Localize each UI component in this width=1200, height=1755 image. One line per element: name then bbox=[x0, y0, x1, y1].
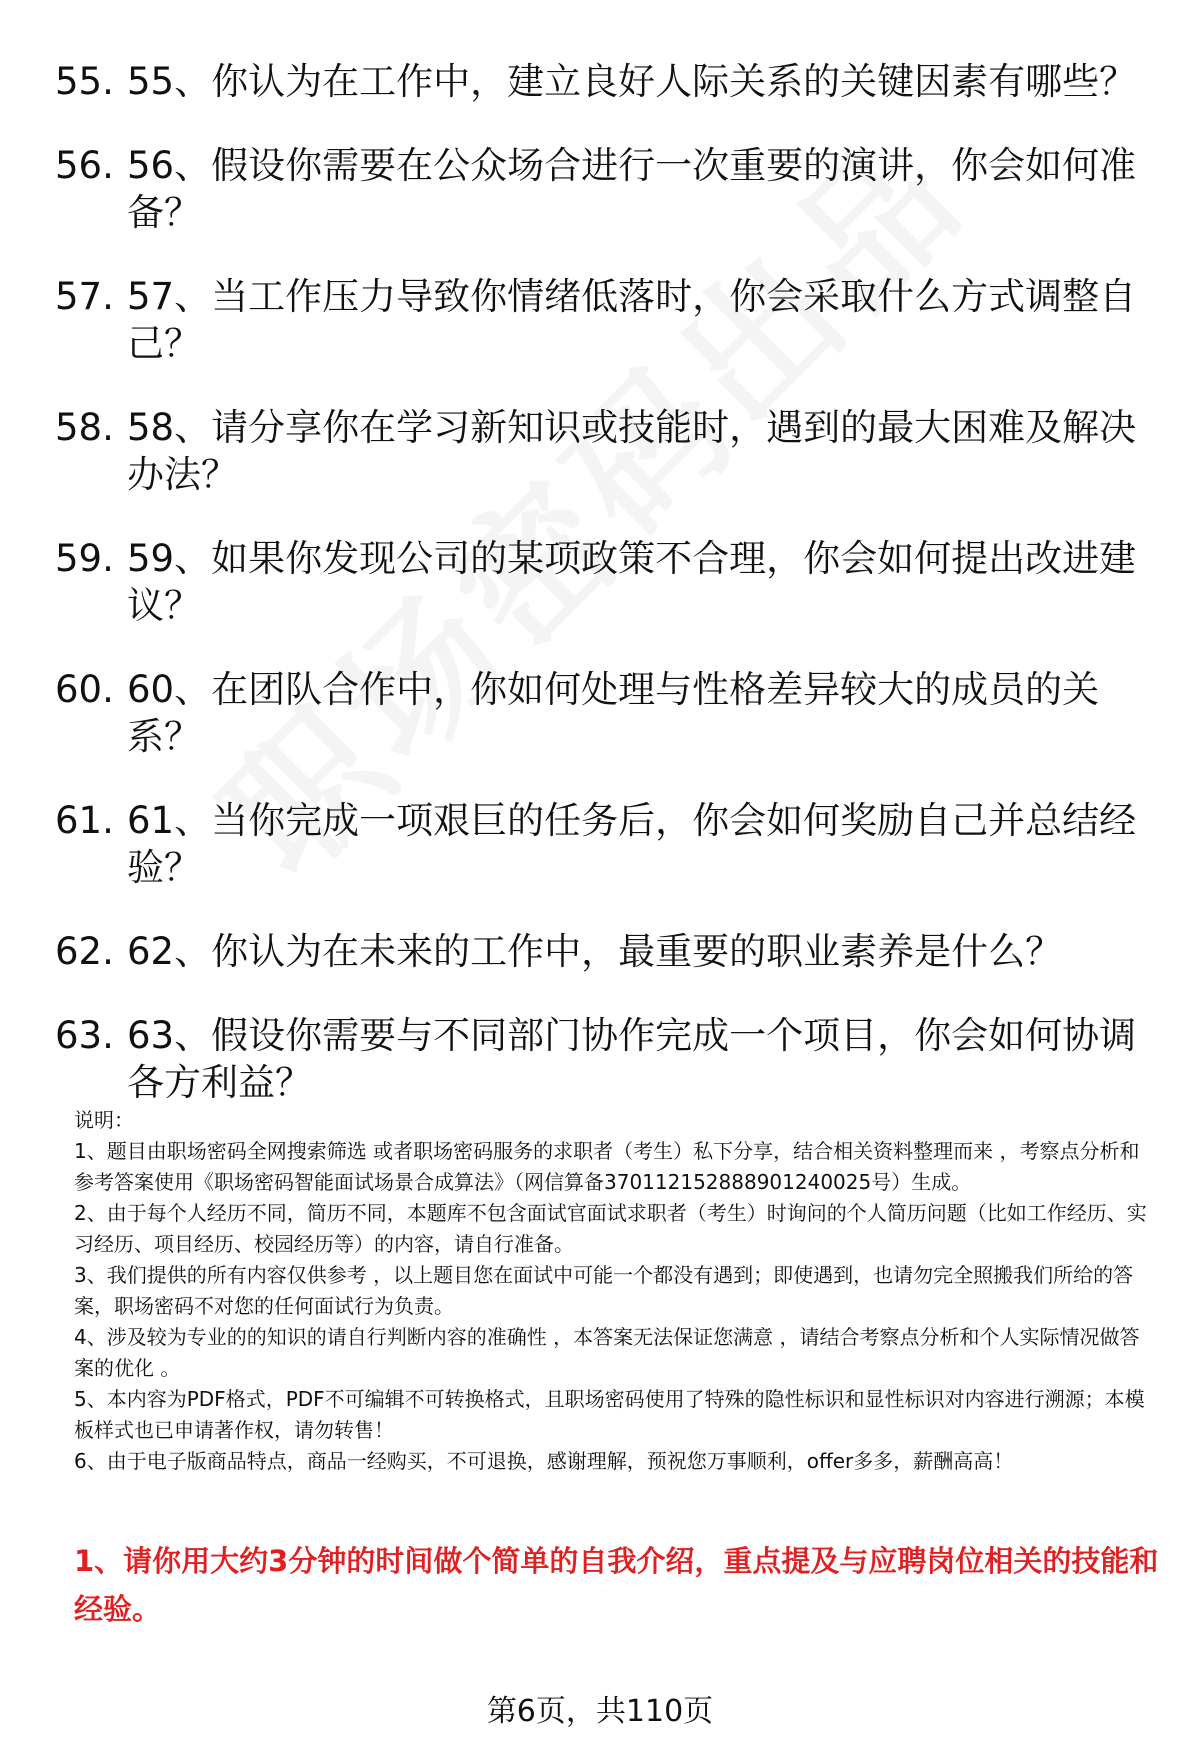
question-number: 62. bbox=[55, 930, 114, 973]
question-number: 57. bbox=[55, 275, 114, 318]
question-number: 59. bbox=[55, 537, 114, 580]
question-item bbox=[55, 58, 1165, 105]
question-item bbox=[55, 142, 1165, 236]
note-item: 1、题目由职场密码全网搜索筛选 或者职场密码服务的求职者（考生）私下分享，结合相关资料整理而来 ，考察点分析和参考答案使用《职场密码智能面试场景合成算法》（网信算备370112152888901240025号）生成。 bbox=[74, 1139, 1140, 1194]
question-text: 61、当你完成一项艰巨的任务后，你会如何奖励自己并总结经验？ bbox=[127, 799, 1137, 889]
question-number: 56. bbox=[55, 144, 114, 187]
notes-title: 说明： bbox=[74, 1108, 134, 1132]
page-number: 第6页，共110页 bbox=[486, 1694, 714, 1729]
question-text: 57、当工作压力导致你情绪低落时，你会采取什么方式调整自己？ bbox=[127, 275, 1137, 365]
question-text: 55、你认为在工作中，建立良好人际关系的关键因素有哪些？ bbox=[127, 60, 1137, 103]
question-item bbox=[55, 797, 1165, 891]
question-number: 63. bbox=[55, 1014, 114, 1057]
question-text: 59、如果你发现公司的某项政策不合理，你会如何提出改进建议？ bbox=[127, 537, 1137, 627]
question-item bbox=[55, 928, 1165, 975]
question-list bbox=[55, 58, 1165, 1143]
note-item: 5、本内容为PDF格式，PDF不可编辑不可转换格式，且职场密码使用了特殊的隐性标识和显性标识对内容进行溯源；本模板样式也已申请著作权，请勿转售！ bbox=[74, 1387, 1145, 1442]
question-item bbox=[55, 404, 1165, 498]
question-number: 60. bbox=[55, 668, 114, 711]
question-text: 58、请分享你在学习新知识或技能时，遇到的最大困难及解决办法？ bbox=[127, 406, 1137, 496]
question-item bbox=[55, 1012, 1165, 1106]
question-text: 60、在团队合作中，你如何处理与性格差异较大的成员的关系？ bbox=[127, 668, 1100, 758]
question-text: 63、假设你需要与不同部门协作完成一个项目，你会如何协调各方利益？ bbox=[127, 1014, 1137, 1104]
note-item: 3、我们提供的所有内容仅供参考 ，以上题目您在面试中可能一个都没有遇到；即使遇到，也请勿完全照搬我们所给的答案，职场密码不对您的任何面试行为负责。 bbox=[74, 1263, 1134, 1318]
notes-section bbox=[74, 1105, 1154, 1477]
question-number: 55. bbox=[55, 60, 114, 103]
highlighted-question: 1、请你用大约3分钟的时间做个简单的自我介绍，重点提及与应聘岗位相关的技能和经验。 bbox=[74, 1544, 1159, 1626]
question-item bbox=[55, 666, 1165, 760]
question-item bbox=[55, 535, 1165, 629]
question-text: 62、你认为在未来的工作中，最重要的职业素养是什么？ bbox=[127, 930, 1063, 973]
note-item: 6、由于电子版商品特点，商品一经购买，不可退换，感谢理解，预祝您万事顺利，offer多多，薪酬高高！ bbox=[74, 1449, 1014, 1473]
question-number: 58. bbox=[55, 406, 114, 449]
note-item: 4、涉及较为专业的的知识的请自行判断内容的准确性 ，本答案无法保证您满意 ，请结合考察点分析和个人实际情况做答案的优化 。 bbox=[74, 1325, 1140, 1380]
question-text: 56、假设你需要在公众场合进行一次重要的演讲，你会如何准备？ bbox=[127, 144, 1137, 234]
question-item bbox=[55, 273, 1165, 367]
question-number: 61. bbox=[55, 799, 114, 842]
note-item: 2、由于每个人经历不同，简历不同，本题库不包含面试官面试求职者（考生）时询问的个人简历问题（比如工作经历、实习经历、项目经历、校园经历等）的内容，请自行准备。 bbox=[74, 1201, 1147, 1256]
